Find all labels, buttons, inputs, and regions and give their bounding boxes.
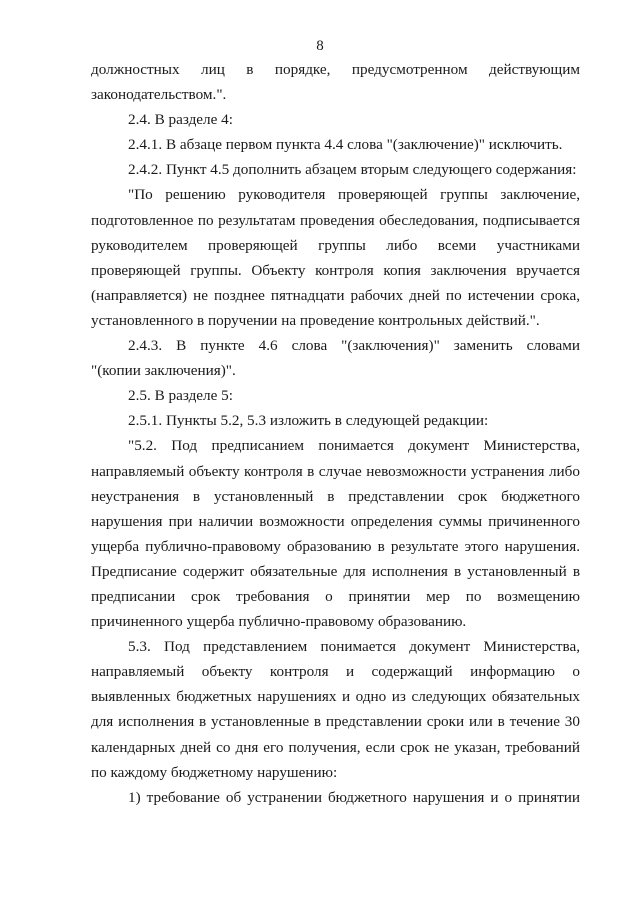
text-line: проверяющей группы. Объекту контроля копия заключения вручается bbox=[91, 261, 580, 279]
text-line: причиненного ущерба публично-правовому образованию. bbox=[91, 613, 467, 631]
text-line: руководителем проверяющей группы либо всеми участниками bbox=[91, 236, 580, 254]
text-line: нарушения при наличии возможности определения суммы причиненного bbox=[91, 512, 580, 530]
text-line: "По решению руководителя проверяющей группы заключение, bbox=[128, 186, 580, 204]
text-line: направляемый объекту контроля и содержащий информацию о bbox=[91, 663, 580, 681]
text-line: 2.5.1. Пункты 5.2, 5.3 изложить в следующей редакции: bbox=[128, 412, 489, 430]
text-line: 2.4.3. В пункте 4.6 слова "(заключения)" заменить словами bbox=[128, 337, 580, 355]
text-line: календарных дней со дня его получения, если срок не указан, требований bbox=[91, 738, 580, 756]
text-line: "5.2. Под предписанием понимается документ Министерства, bbox=[128, 437, 580, 455]
text-line: подготовленное по результатам проведения обеследования, подписывается bbox=[91, 211, 580, 229]
text-line: по каждому бюджетному нарушению: bbox=[91, 763, 338, 781]
text-line: 2.4.2. Пункт 4.5 дополнить абзацем вторым следующего содержания: bbox=[128, 161, 577, 179]
page-number: 8 bbox=[316, 38, 324, 54]
text-line: должностных лиц в порядке, предусмотренном действующим bbox=[91, 61, 580, 78]
text-line: ущерба публично-правовому образованию в результате этого нарушения. bbox=[91, 537, 580, 555]
document-body-text bbox=[91, 57, 580, 810]
text-line: Предписание содержит обязательные для исполнения в установленный в bbox=[91, 562, 580, 580]
text-line: законодательством.". bbox=[91, 86, 227, 104]
text-line: 2.5. В разделе 5: bbox=[128, 387, 233, 405]
text-line: неустранения в установленный в представлении срок бюджетного bbox=[91, 487, 580, 505]
text-line: (направляется) не позднее пятнадцати рабочих дней по истечении срока, bbox=[91, 286, 580, 304]
text-line: 2.4.1. В абзаце первом пункта 4.4 слова "(заключение)" исключить. bbox=[128, 136, 563, 154]
text-line: для исполнения в установленные в представлении сроки или в течение 30 bbox=[91, 713, 580, 731]
text-line: предписании срок требования о принятии мер по возмещению bbox=[91, 587, 580, 605]
text-line: 5.3. Под представлением понимается документ Министерства, bbox=[128, 638, 580, 656]
text-line: выявленных бюджетных нарушениях и одно из следующих обязательных bbox=[91, 688, 580, 706]
text-line: установленного в поручении на проведение контрольных действий.". bbox=[91, 311, 540, 329]
text-line: направляемый объекту контроля в случае невозможности устранения либо bbox=[91, 462, 580, 480]
text-line: 2.4. В разделе 4: bbox=[128, 111, 233, 129]
text-line: 1) требование об устранении бюджетного нарушения и о принятии bbox=[128, 788, 580, 806]
text-line: "(копии заключения)". bbox=[91, 362, 236, 380]
